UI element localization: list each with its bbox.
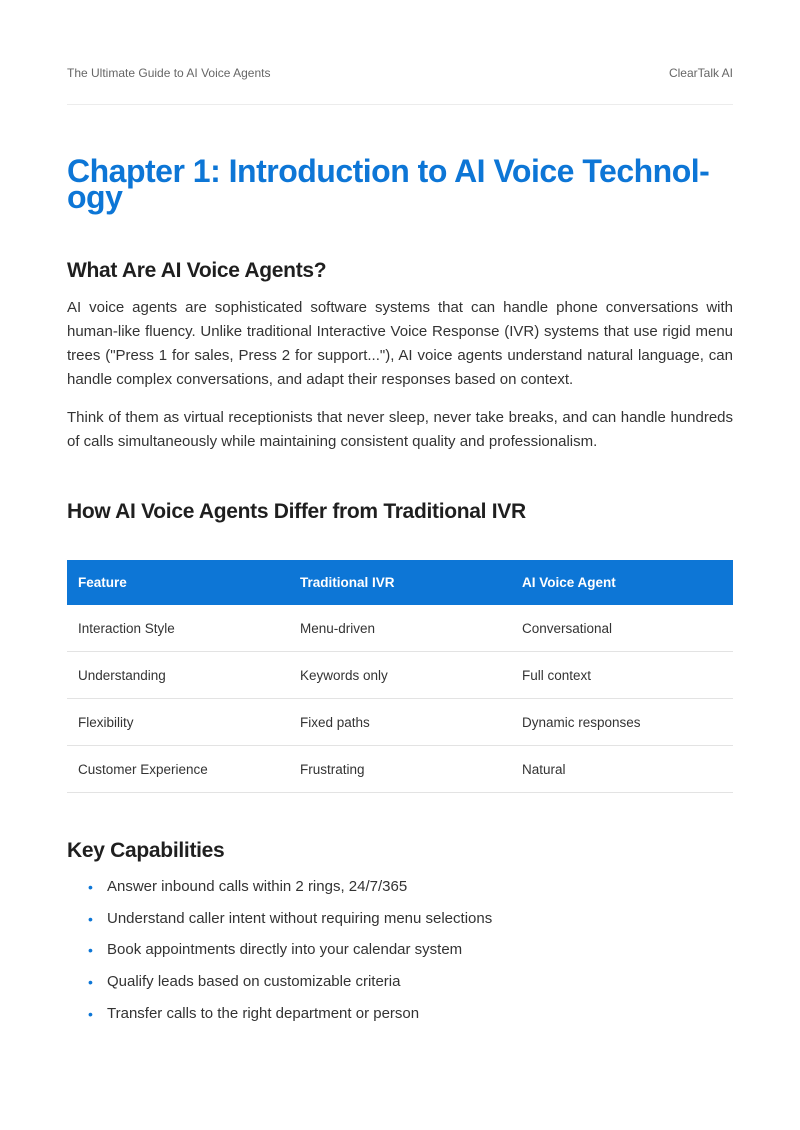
list-item: [67, 907, 733, 939]
list-item: [67, 1002, 733, 1034]
document-title: The Ultimate Guide to AI Voice Agents: [67, 66, 271, 80]
table-cell: Menu-driven: [289, 605, 511, 652]
table-cell: Fixed paths: [289, 699, 511, 746]
section-heading-what-are: What Are AI Voice Agents?: [67, 259, 327, 282]
table-cell: Frustrating: [289, 746, 511, 793]
list-item-text: Transfer calls to the right department or person: [107, 1004, 420, 1022]
receptionist-paragraph: Think of them as virtual receptionists that never sleep, never take breaks, and can handle hundreds of calls simultaneously while maintaining consistent quality and professionalism.: [67, 409, 733, 450]
bullet-icon: •: [88, 879, 93, 895]
list-item: [67, 875, 733, 907]
table-cell: Understanding: [67, 652, 289, 699]
section-heading-key-capabilities: Key Capabilities: [67, 839, 225, 862]
chapter-title-line-2: ogy: [67, 179, 123, 215]
table-cell: Interaction Style: [67, 605, 289, 652]
brand-name: ClearTalk AI: [668, 66, 733, 80]
column-header-traditional-ivr: Traditional IVR: [289, 560, 511, 605]
list-item-text: Understand caller intent without requiring menu selections: [107, 909, 493, 927]
table-row: [67, 652, 733, 699]
running-header: [67, 66, 733, 80]
column-header-ai-voice-agent: AI Voice Agent: [511, 560, 733, 605]
list-item-text: Answer inbound calls within 2 rings, 24/7/365: [107, 878, 408, 895]
chapter-title-line-1: Chapter 1: Introduction to AI Voice Technol-: [67, 153, 710, 189]
table-cell: Natural: [511, 746, 733, 793]
table-row: [67, 699, 733, 746]
bullet-icon: •: [88, 1005, 93, 1022]
bullet-icon: •: [88, 942, 93, 959]
intro-paragraph: AI voice agents are sophisticated software systems that can handle phone conversations with human-like fluency. Unlike traditional Interactive Voice Response (IVR) systems that use rigid menu trees ("Press 1 for sales, Press 2 for support..."), AI voice agents understand natural language, can handle complex conversations, and adapt their responses based on context.: [67, 299, 733, 388]
list-item-text: Book appointments directly into your calendar system: [107, 941, 463, 959]
table-cell: Full context: [511, 652, 733, 699]
table-cell: Conversational: [511, 605, 733, 652]
comparison-table: [67, 560, 733, 793]
bullet-icon: •: [88, 974, 93, 991]
table-row: [67, 746, 733, 793]
table-cell: Flexibility: [67, 699, 289, 746]
table-row: [67, 605, 733, 652]
section-heading-differences: How AI Voice Agents Differ from Traditional IVR: [67, 500, 526, 523]
header-divider: [67, 104, 733, 105]
table-header-row: [67, 560, 733, 605]
list-item: [67, 970, 733, 1002]
table-cell: Keywords only: [289, 652, 511, 699]
list-item: [67, 938, 733, 970]
bullet-icon: •: [88, 910, 93, 927]
capabilities-list: [67, 875, 733, 1033]
column-header-feature: Feature: [67, 560, 289, 605]
table-cell: Dynamic responses: [511, 699, 733, 746]
table-cell: Customer Experience: [67, 746, 289, 793]
chapter-title: [67, 153, 733, 215]
list-item-text: Qualify leads based on customizable criteria: [107, 973, 401, 991]
